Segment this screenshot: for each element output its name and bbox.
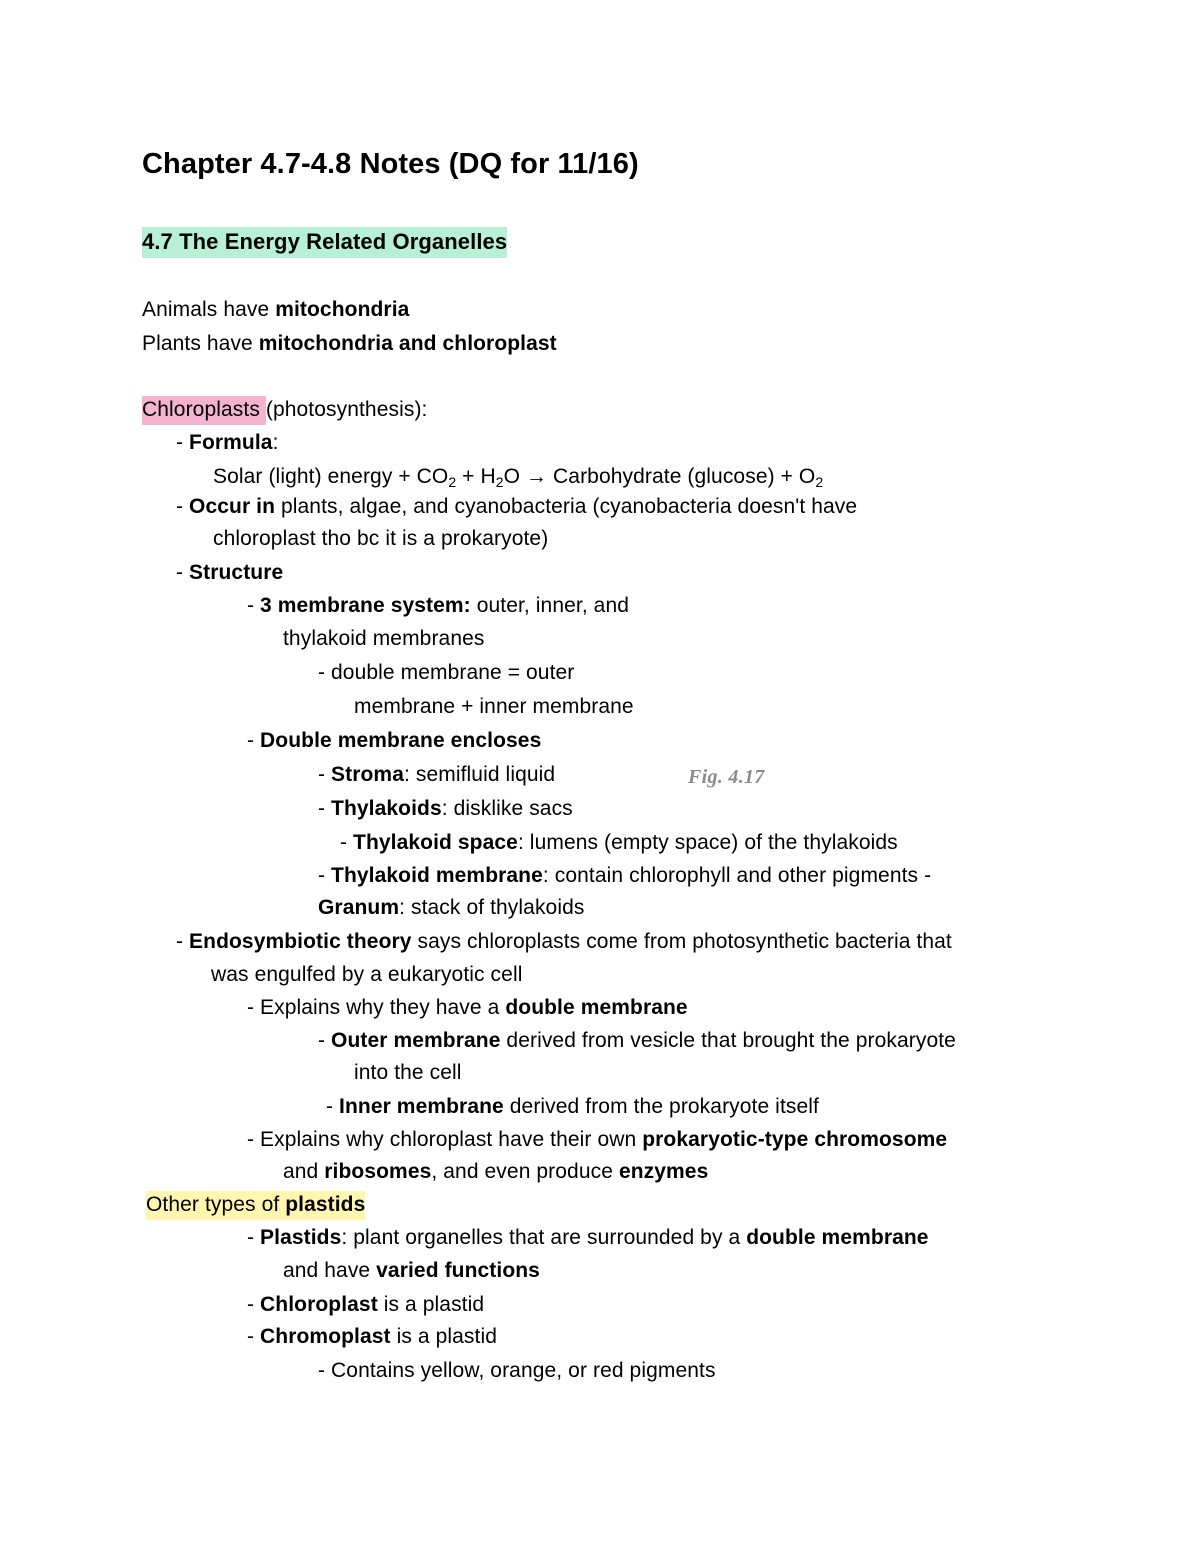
occur-item: - Occur in plants, algae, and cyanobacteria (cyanobacteria doesn't have: [176, 495, 858, 518]
thylakoids-item: - Thylakoids: disklike sacs: [318, 797, 573, 820]
outer-membrane-item: - Outer membrane derived from vesicle that brought the prokaryote: [318, 1029, 956, 1052]
thylakoid-membrane-item: - Thylakoid membrane: contain chlorophyll and other pigments -: [318, 864, 932, 887]
section-heading-highlight: 4.7 The Energy Related Organelles: [142, 227, 507, 258]
chromoplast-plastid-item: - Chromoplast is a plastid: [247, 1325, 497, 1348]
membrane-system-continued: thylakoid membranes: [283, 627, 485, 650]
animals-line: Animals have mitochondria: [142, 298, 410, 321]
membrane-system-item: - 3 membrane system: outer, inner, and: [247, 594, 630, 617]
double-membrane-continued: membrane + inner membrane: [354, 695, 634, 718]
chloroplasts-highlight: Chloroplasts: [142, 396, 266, 425]
double-membrane-item: - double membrane = outer: [318, 661, 575, 684]
endosymbiotic-continued: was engulfed by a eukaryotic cell: [211, 963, 523, 986]
endosymbiotic-item: - Endosymbiotic theory says chloroplasts come from photosynthetic bacteria that: [176, 930, 952, 953]
plants-line: Plants have mitochondria and chloroplast: [142, 332, 557, 355]
page-title: Chapter 4.7-4.8 Notes (DQ for 11/16): [142, 148, 639, 180]
encloses-item: - Double membrane encloses: [247, 729, 542, 752]
animals-organelle: mitochondria: [275, 298, 410, 321]
plastids-heading: [146, 1191, 365, 1219]
plants-organelles: mitochondria and chloroplast: [258, 332, 557, 355]
chloroplast-plastid-item: - Chloroplast is a plastid: [247, 1293, 485, 1316]
explains-chromosome-continued: and ribosomes, and even produce enzymes: [283, 1160, 709, 1183]
chromoplast-pigments-item: - Contains yellow, orange, or red pigments: [318, 1359, 716, 1382]
figure-label: Fig. 4.17: [688, 766, 765, 788]
plastids-definition-item: - Plastids: plant organelles that are surrounded by a double membrane: [247, 1226, 929, 1249]
plastids-definition-continued: and have varied functions: [283, 1259, 540, 1282]
formula-equation: Solar (light) energy + $CO_2 + H_2O$ → Carbohydrate $(glucose) + O_2$: [213, 465, 824, 490]
explains-double-membrane-item: - Explains why they have a double membrane: [247, 996, 688, 1019]
explains-chromosome-item: - Explains why chloroplast have their own prokaryotic-type chromosome: [247, 1128, 948, 1151]
inner-membrane-item: - Inner membrane derived from the prokaryote itself: [326, 1095, 819, 1118]
structure-item: - Structure: [176, 561, 284, 584]
formula-item: - Formula:: [176, 431, 279, 454]
plastids-highlight: Other types of plastids: [146, 1191, 365, 1220]
outer-membrane-continued: into the cell: [354, 1061, 462, 1084]
stroma-item: - Stroma: semifluid liquid: [318, 763, 556, 786]
occur-item-continued: chloroplast tho bc it is a prokaryote): [213, 527, 549, 550]
chloroplasts-heading: Chloroplasts (photosynthesis):: [142, 396, 427, 424]
section-heading: [142, 228, 507, 256]
thylakoid-space-item: - Thylakoid space: lumens (empty space) of the thylakoids: [340, 831, 898, 854]
granum-item: Granum: stack of thylakoids: [318, 896, 585, 919]
